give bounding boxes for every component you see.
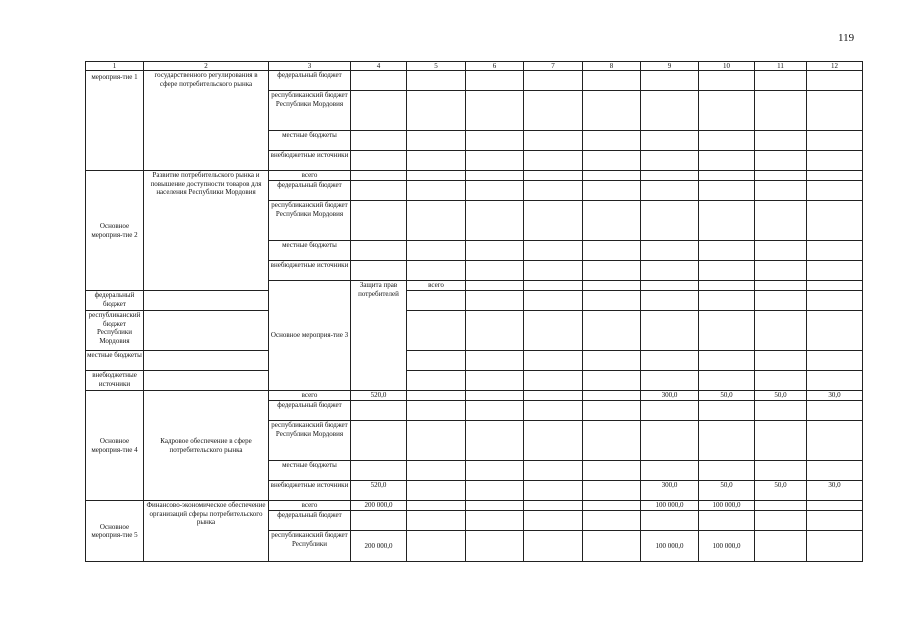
table-row: [86, 71, 863, 91]
value-cell: 200 000,0: [351, 501, 407, 511]
source-cell: местные бюджеты: [269, 461, 351, 481]
value-cell: 50,0: [699, 481, 755, 501]
col-header: 3: [269, 62, 351, 71]
value-cell: 200 000,0: [351, 531, 407, 562]
value-cell: 100 000,0: [699, 501, 755, 511]
event-cell: Основное мероприя-тие 4: [86, 391, 144, 501]
source-cell: всего: [269, 501, 351, 511]
event-name-cell: государственного регулирования в сфере потребительского рынка: [144, 71, 269, 171]
source-cell: республиканский бюджет Республики Мордовия: [269, 421, 351, 461]
source-cell: республиканский бюджет Республики Мордовия: [269, 91, 351, 131]
col-header: 6: [466, 62, 524, 71]
table-row: [86, 501, 863, 511]
value-cell: 50,0: [755, 391, 807, 401]
source-cell: республиканский бюджет Республики: [269, 531, 351, 562]
table-row: [86, 391, 863, 401]
value-cell: 50,0: [699, 391, 755, 401]
value-cell: 30,0: [807, 391, 863, 401]
header-row: [86, 62, 863, 71]
table-row: [86, 291, 863, 311]
value-cell: 30,0: [807, 481, 863, 501]
source-cell: внебюджетные источники: [86, 371, 144, 391]
event-name-cell: Развитие потребительского рынка и повышение доступности товаров для населения Республики Мордовия: [144, 171, 269, 291]
source-cell: местные бюджеты: [269, 241, 351, 261]
source-cell: внебюджетные источники: [269, 261, 351, 281]
event-cell: Основное мероприя-тие 2: [86, 171, 144, 291]
col-header: 10: [699, 62, 755, 71]
budget-table: [85, 61, 863, 562]
table-row: [86, 371, 863, 391]
event-cell: Основное мероприя-тие 3: [269, 281, 351, 391]
event-cell: Основное мероприя-тие 5: [86, 501, 144, 562]
source-cell: республиканский бюджет Республики Мордовия: [269, 201, 351, 241]
source-cell: федеральный бюджет: [269, 401, 351, 421]
page-number: 119: [838, 32, 855, 44]
source-cell: республиканский бюджет Республики Мордовия: [86, 311, 144, 351]
source-cell: всего: [407, 281, 466, 291]
value-cell: 520,0: [351, 481, 407, 501]
table-row: [86, 311, 863, 351]
col-header: 2: [144, 62, 269, 71]
value-cell: 100 000,0: [641, 501, 699, 511]
col-header: 4: [351, 62, 407, 71]
source-cell: всего: [269, 391, 351, 401]
col-header: 1: [86, 62, 144, 71]
event-cell: мероприя-тие 1: [86, 71, 144, 171]
col-header: 5: [407, 62, 466, 71]
value-cell: 50,0: [755, 481, 807, 501]
event-name-cell: Кадровое обеспечение в сфере потребительского рынка: [144, 391, 269, 501]
col-header: 11: [755, 62, 807, 71]
source-cell: местные бюджеты: [86, 351, 144, 371]
source-cell: местные бюджеты: [269, 131, 351, 151]
col-header: 7: [524, 62, 583, 71]
value-cell: 300,0: [641, 391, 699, 401]
value-cell: 100 000,0: [699, 531, 755, 562]
table-row: [86, 351, 863, 371]
col-header: 9: [641, 62, 699, 71]
table-row: [86, 171, 863, 181]
value-cell: 300,0: [641, 481, 699, 501]
source-cell: всего: [269, 171, 351, 181]
col-header: 8: [583, 62, 641, 71]
value-cell: 520,0: [351, 391, 407, 401]
source-cell: внебюджетные источники: [269, 151, 351, 171]
event-name-cell: Защита прав потребителей: [351, 281, 407, 391]
source-cell: федеральный бюджет: [86, 291, 144, 311]
event-name-cell: Финансово-экономическое обеспечение организаций сферы потребительского рынка: [144, 501, 269, 562]
source-cell: федеральный бюджет: [269, 511, 351, 531]
source-cell: федеральный бюджет: [269, 71, 351, 91]
source-cell: внебюджетные источники: [269, 481, 351, 501]
col-header: 12: [807, 62, 863, 71]
value-cell: 100 000,0: [641, 531, 699, 562]
source-cell: федеральный бюджет: [269, 181, 351, 201]
